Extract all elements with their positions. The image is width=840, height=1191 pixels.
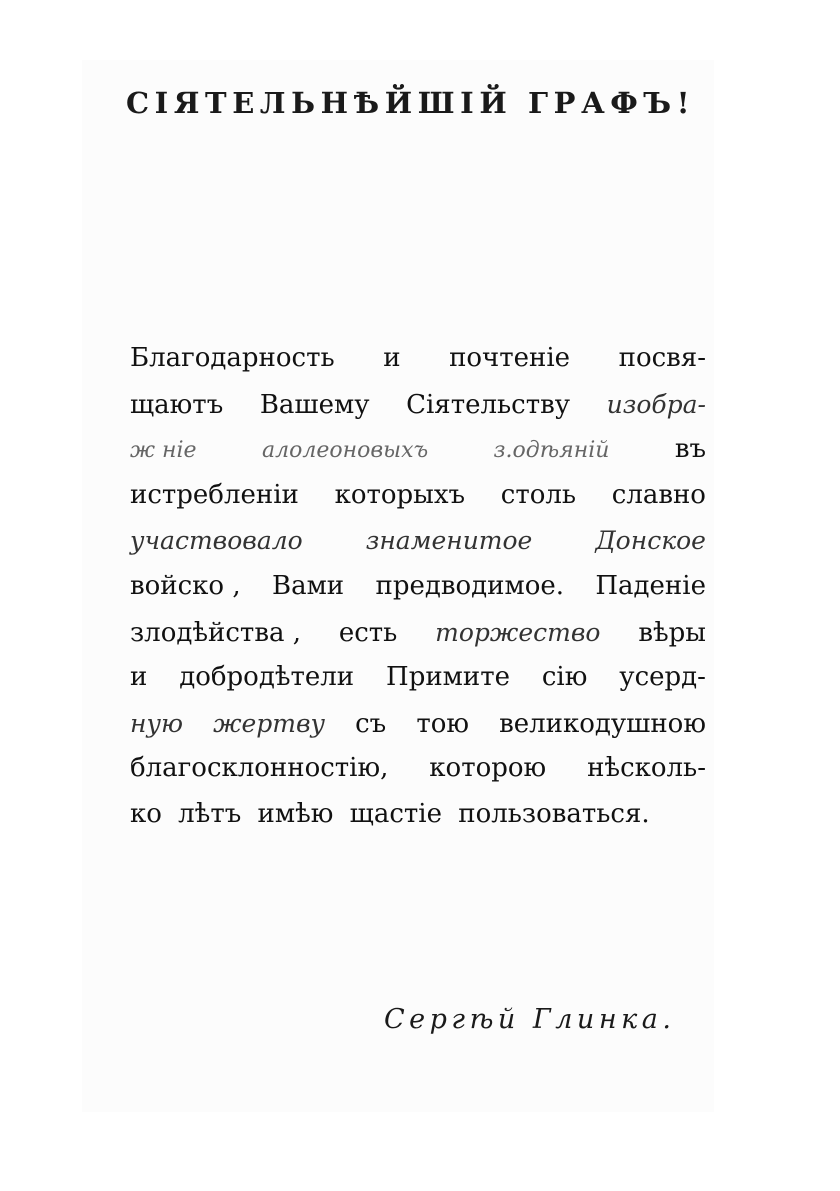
word: щаютъ [130, 389, 224, 420]
signature: Сергѣй Глинка. [384, 1004, 676, 1035]
word: усерд- [619, 662, 706, 693]
word: Примите [386, 662, 510, 693]
word: Сіятельству [406, 389, 571, 420]
text-line-4 [130, 473, 706, 519]
text-line-1 [130, 336, 706, 382]
word: Вашему [259, 389, 370, 420]
italic-word: участвовало [130, 526, 303, 556]
italic-word: з.одѣяній [493, 438, 610, 464]
italic-word: изобра- [606, 389, 706, 419]
italic-word: ную [130, 708, 183, 738]
word: злодѣйства , [130, 617, 301, 648]
word: великодушною [499, 708, 706, 739]
word: посвя- [618, 343, 706, 373]
text-line-9 [130, 701, 706, 747]
word: нѣсколь- [587, 753, 706, 784]
italic-word: торжество [435, 617, 601, 647]
word: которою [429, 753, 547, 784]
text-line-10 [130, 746, 706, 792]
word: въ [674, 434, 706, 465]
text-line-7 [130, 610, 706, 656]
italic-word: ж ніе [130, 438, 197, 464]
dedication-heading: СІЯТЕЛЬНѢЙШІЙ ГРАФЪ! [126, 86, 696, 120]
italic-word: жертву [213, 708, 326, 738]
word: добродѣтели [179, 662, 355, 693]
word: вѣры [638, 617, 706, 648]
word: и [130, 662, 148, 693]
word: предводимое. [375, 570, 565, 601]
word: сію [541, 662, 588, 693]
text-line-5 [130, 518, 706, 564]
word: Вами [271, 570, 345, 601]
word: почтеніе [449, 343, 571, 373]
word: войско , [130, 570, 241, 601]
text-line-11: ко лѣтъ имѣю щастіе пользоваться. [130, 798, 650, 829]
italic-word: знаменитое [365, 526, 533, 556]
word: Благодарность [130, 343, 335, 373]
text-line-6 [130, 564, 706, 610]
text-line-2 [130, 382, 706, 428]
word: и [383, 343, 401, 373]
word: столь [500, 479, 577, 510]
word: которыхъ [334, 479, 466, 510]
italic-word: Донское [595, 526, 706, 556]
word: Паденіе [595, 570, 706, 601]
word: тою [416, 708, 469, 739]
word: съ [355, 708, 387, 739]
italic-word: алолеоновыхъ [261, 438, 429, 464]
word: славно [611, 479, 706, 510]
text-line-3 [130, 427, 706, 473]
word: есть [338, 617, 398, 648]
dedication-text [130, 336, 706, 838]
text-line-8 [130, 655, 706, 701]
word: истребленіи [130, 479, 299, 510]
word: благосклонностію, [130, 753, 389, 784]
